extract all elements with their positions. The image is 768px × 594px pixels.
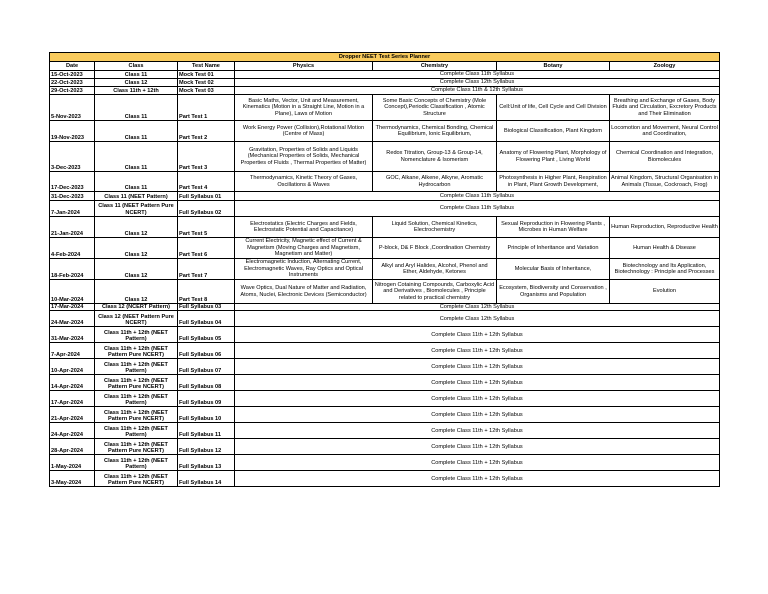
syllabus-cell: Complete Class 11th + 12th Syllabus — [235, 407, 720, 423]
botany-cell: Ecosystem, Biodiversity and Conservation , Organisms and Population — [497, 280, 610, 304]
syllabus-cell: Complete Class 11th & 12th Syllabus — [235, 87, 720, 95]
chemistry-cell: Some Basic Concepts of Chemistry (Mole Concept),Periodic Classification , Atomic Structure — [373, 95, 497, 121]
date-cell: 5-Nov-2023 — [50, 95, 95, 121]
table-row — [50, 375, 720, 391]
physics-cell: Wave Optics, Dual Nature of Matter and Radiation, Atoms, Nuclei, Electronic Devices (Semiconductor) — [235, 280, 373, 304]
syllabus-cell: Complete Class 11th + 12th Syllabus — [235, 375, 720, 391]
syllabus-cell: Complete Class 12th Syllabus — [235, 304, 720, 311]
physics-cell: Current Electricity, Magnetic effect of Current & Magnetism (Moving Charges and Magnetism, Magnetism and Matter) — [235, 238, 373, 259]
class-cell: Class 12 (NCERT Pattern) — [95, 304, 178, 311]
syllabus-cell: Complete Class 12th Syllabus — [235, 311, 720, 327]
date-cell: 21-Jan-2024 — [50, 217, 95, 238]
zoology-cell: Locomotion and Movement, Neural Control and Coordination, — [610, 121, 720, 142]
test-name-cell: Mock Test 01 — [178, 71, 235, 79]
class-cell: Class 12 (NEET Pattern Pure NCERT) — [95, 311, 178, 327]
class-cell: Class 11th + 12th (NEET Pattern Pure NCERT) — [95, 343, 178, 359]
date-cell: 29-Oct-2023 — [50, 87, 95, 95]
header-row — [50, 62, 720, 71]
header-chemistry: Chemistry — [373, 62, 497, 71]
class-cell: Class 12 — [95, 217, 178, 238]
test-name-cell: Part Test 4 — [178, 172, 235, 192]
date-cell: 22-Oct-2023 — [50, 79, 95, 87]
test-name-cell: Full Syllabus 09 — [178, 391, 235, 407]
class-cell: Class 11th + 12th — [95, 87, 178, 95]
test-name-cell: Part Test 3 — [178, 142, 235, 172]
class-cell: Class 11 — [95, 142, 178, 172]
table-title: Dropper NEET Test Series Planner — [50, 53, 720, 62]
table-row — [50, 79, 720, 87]
test-name-cell: Part Test 8 — [178, 280, 235, 304]
zoology-cell: Human Reproduction, Reproductive Health — [610, 217, 720, 238]
class-cell: Class 11th + 12th (NEET Pattern) — [95, 391, 178, 407]
date-cell: 24-Apr-2024 — [50, 423, 95, 439]
table-row — [50, 359, 720, 375]
table-row — [50, 439, 720, 455]
test-name-cell: Full Syllabus 02 — [178, 201, 235, 217]
chemistry-cell: P-block, D& F Block ,Coordination Chemistry — [373, 238, 497, 259]
header-test-name: Test Name — [178, 62, 235, 71]
test-name-cell: Part Test 5 — [178, 217, 235, 238]
syllabus-cell: Complete Class 11th + 12th Syllabus — [235, 343, 720, 359]
class-cell: Class 12 — [95, 259, 178, 280]
header-class: Class — [95, 62, 178, 71]
syllabus-cell: Complete Class 11th + 12th Syllabus — [235, 439, 720, 455]
botany-cell: Molecular Basis of Inheritance, — [497, 259, 610, 280]
table-row — [50, 142, 720, 172]
chemistry-cell: GOC, Alkane, Alkene, Alkyne, Aromatic Hydrocarbon — [373, 172, 497, 192]
test-name-cell: Full Syllabus 03 — [178, 304, 235, 311]
physics-cell: Electrostatics (Electric Charges and Fields, Electrostatic Potential and Capacitance) — [235, 217, 373, 238]
zoology-cell: Breathing and Exchange of Gases, Body Fluids and Circulation, Excretory Products and Their Elimination — [610, 95, 720, 121]
class-cell: Class 11th + 12th (NEET Pattern Pure NCERT) — [95, 439, 178, 455]
date-cell: 24-Mar-2024 — [50, 311, 95, 327]
class-cell: Class 11th + 12th (NEET Pattern) — [95, 359, 178, 375]
physics-cell: Thermodynamics, Kinetic Theory of Gases, Oscillations & Waves — [235, 172, 373, 192]
syllabus-cell: Complete Class 12th Syllabus — [235, 79, 720, 87]
date-cell: 7-Jan-2024 — [50, 201, 95, 217]
test-name-cell: Part Test 6 — [178, 238, 235, 259]
table-row — [50, 121, 720, 142]
header-date: Date — [50, 62, 95, 71]
physics-cell: Work Energy Power (Collision),Rotational Motion (Centre of Mass) — [235, 121, 373, 142]
botany-cell: Biological Classification, Plant Kingdom — [497, 121, 610, 142]
date-cell: 28-Apr-2024 — [50, 439, 95, 455]
syllabus-cell: Complete Class 11th + 12th Syllabus — [235, 327, 720, 343]
zoology-cell: Biotechnology and Its Application, Biotechnology : Principle and Processes — [610, 259, 720, 280]
date-cell: 3-Dec-2023 — [50, 142, 95, 172]
table-row — [50, 172, 720, 192]
table-row — [50, 280, 720, 304]
syllabus-cell: Complete Class 11th Syllabus — [235, 201, 720, 217]
zoology-cell: Animal Kingdom, Structural Organisation in Animals (Tissue, Cockroach, Frog) — [610, 172, 720, 192]
date-cell: 17-Mar-2024 — [50, 304, 95, 311]
table-row — [50, 192, 720, 201]
syllabus-cell: Complete Class 11th Syllabus — [235, 192, 720, 201]
table-row — [50, 311, 720, 327]
date-cell: 31-Mar-2024 — [50, 327, 95, 343]
test-name-cell: Full Syllabus 07 — [178, 359, 235, 375]
syllabus-cell: Complete Class 11th + 12th Syllabus — [235, 359, 720, 375]
test-name-cell: Full Syllabus 05 — [178, 327, 235, 343]
date-cell: 7-Apr-2024 — [50, 343, 95, 359]
header-zoology: Zoology — [610, 62, 720, 71]
test-name-cell: Full Syllabus 14 — [178, 471, 235, 487]
date-cell: 10-Apr-2024 — [50, 359, 95, 375]
class-cell: Class 11th + 12th (NEET Pattern) — [95, 423, 178, 439]
test-name-cell: Full Syllabus 13 — [178, 455, 235, 471]
class-cell: Class 11 — [95, 121, 178, 142]
chemistry-cell: Alkyl and Aryl Halides, Alcohol, Phenol and Ether, Aldehyde, Ketones — [373, 259, 497, 280]
botany-cell: Anatomy of Flowering Plant, Morphology of Flowering Plant , Living World — [497, 142, 610, 172]
test-name-cell: Full Syllabus 04 — [178, 311, 235, 327]
date-cell: 21-Apr-2024 — [50, 407, 95, 423]
table-row — [50, 423, 720, 439]
title-row — [50, 53, 720, 62]
class-cell: Class 11th + 12th (NEET Pattern Pure NCERT) — [95, 471, 178, 487]
date-cell: 1-May-2024 — [50, 455, 95, 471]
table-row — [50, 471, 720, 487]
class-cell: Class 11 (NEET Pattern Pure NCERT) — [95, 201, 178, 217]
class-cell: Class 11th + 12th (NEET Pattern) — [95, 327, 178, 343]
date-cell: 14-Apr-2024 — [50, 375, 95, 391]
botany-cell: Cell:Unit of life, Cell Cycle and Cell Division — [497, 95, 610, 121]
table-row — [50, 343, 720, 359]
class-cell: Class 12 — [95, 238, 178, 259]
table-row — [50, 87, 720, 95]
test-name-cell: Full Syllabus 12 — [178, 439, 235, 455]
table-row — [50, 455, 720, 471]
test-name-cell: Mock Test 03 — [178, 87, 235, 95]
table-row — [50, 201, 720, 217]
physics-cell: Gravitation, Properties of Solids and Liquids (Mechanical Properties of Solids, Mechanical Properties of Fluids , Thermal Properties of Matter) — [235, 142, 373, 172]
date-cell: 18-Feb-2024 — [50, 259, 95, 280]
botany-cell: Photosynthesis in Higher Plant, Respiration in Plant, Plant Growth Development, — [497, 172, 610, 192]
physics-cell: Basic Maths, Vector, Unit and Measurement, Kinematics (Motion in a Straight Line, Motion in a Plane), Laws of Motion — [235, 95, 373, 121]
zoology-cell: Chemical Coordination and Integration, Biomolecules — [610, 142, 720, 172]
date-cell: 17-Apr-2024 — [50, 391, 95, 407]
test-name-cell: Part Test 1 — [178, 95, 235, 121]
chemistry-cell: Thermodynamics, Chemical Bonding, Chemical Equilibrium, Ionic Equilibrium, — [373, 121, 497, 142]
class-cell: Class 11 — [95, 172, 178, 192]
test-name-cell: Full Syllabus 06 — [178, 343, 235, 359]
table-row — [50, 391, 720, 407]
class-cell: Class 11 — [95, 95, 178, 121]
class-cell: Class 11 — [95, 71, 178, 79]
date-cell: 15-Oct-2023 — [50, 71, 95, 79]
class-cell: Class 11th + 12th (NEET Pattern Pure NCERT) — [95, 375, 178, 391]
botany-cell: Sexual Reproduction in Flowering Plants , Microbes in Human Welfare — [497, 217, 610, 238]
table-row — [50, 238, 720, 259]
table-row — [50, 327, 720, 343]
date-cell: 10-Mar-2024 — [50, 280, 95, 304]
physics-cell: Electromagnetic Induction, Alternating Current, Electromagnetic Waves, Ray Optics and Optical Instruments — [235, 259, 373, 280]
syllabus-cell: Complete Class 11th Syllabus — [235, 71, 720, 79]
class-cell: Class 11th + 12th (NEET Pattern) — [95, 455, 178, 471]
test-name-cell: Full Syllabus 11 — [178, 423, 235, 439]
date-cell: 3-May-2024 — [50, 471, 95, 487]
syllabus-cell: Complete Class 11th + 12th Syllabus — [235, 391, 720, 407]
date-cell: 31-Dec-2023 — [50, 192, 95, 201]
table-row — [50, 71, 720, 79]
chemistry-cell: Redox Titration, Group-13 & Group-14, Nomenclature & Isomerism — [373, 142, 497, 172]
table-row — [50, 95, 720, 121]
chemistry-cell: Nitrogen Cotaining Compounds, Carboxylic Acid and Derivatives , Biomolecules , Principle related to practical chemistry — [373, 280, 497, 304]
table-row — [50, 217, 720, 238]
date-cell: 17-Dec-2023 — [50, 172, 95, 192]
test-series-table — [49, 52, 720, 487]
test-name-cell: Full Syllabus 08 — [178, 375, 235, 391]
class-cell: Class 12 — [95, 280, 178, 304]
test-name-cell: Mock Test 02 — [178, 79, 235, 87]
header-botany: Botany — [497, 62, 610, 71]
date-cell: 19-Nov-2023 — [50, 121, 95, 142]
botany-cell: Principle of Inheritance and Variation — [497, 238, 610, 259]
class-cell: Class 12 — [95, 79, 178, 87]
zoology-cell: Human Health & Disease — [610, 238, 720, 259]
test-name-cell: Part Test 2 — [178, 121, 235, 142]
zoology-cell: Evolution — [610, 280, 720, 304]
syllabus-cell: Complete Class 11th + 12th Syllabus — [235, 471, 720, 487]
header-physics: Physics — [235, 62, 373, 71]
test-name-cell: Full Syllabus 10 — [178, 407, 235, 423]
chemistry-cell: Liquid Solution, Chemical Kinetics, Electrochemistry — [373, 217, 497, 238]
class-cell: Class 11 (NEET Pattern) — [95, 192, 178, 201]
syllabus-cell: Complete Class 11th + 12th Syllabus — [235, 455, 720, 471]
date-cell: 4-Feb-2024 — [50, 238, 95, 259]
test-name-cell: Part Test 7 — [178, 259, 235, 280]
syllabus-cell: Complete Class 11th + 12th Syllabus — [235, 423, 720, 439]
table-row — [50, 304, 720, 311]
table-row — [50, 259, 720, 280]
table-row — [50, 407, 720, 423]
class-cell: Class 11th + 12th (NEET Pattern Pure NCERT) — [95, 407, 178, 423]
test-name-cell: Full Syllabus 01 — [178, 192, 235, 201]
